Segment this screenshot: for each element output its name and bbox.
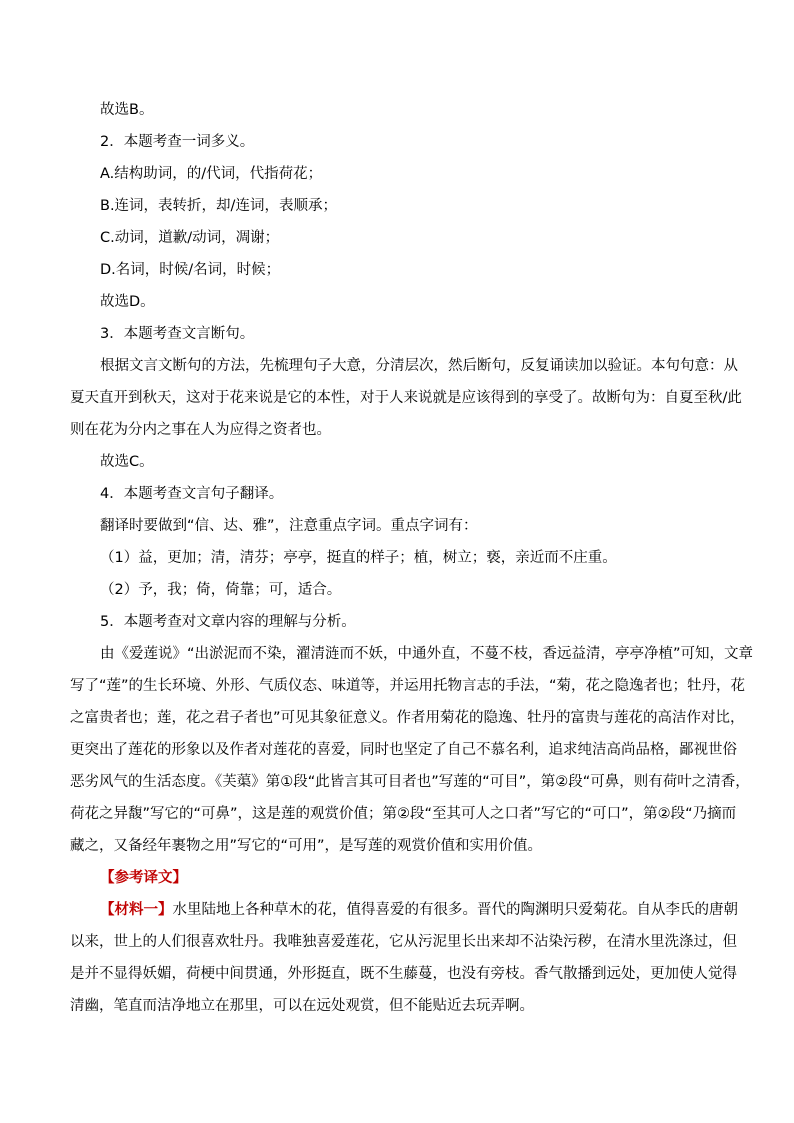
answer-line: 故选B。 [100,102,154,118]
material-line: 以来，世上的人们很喜欢牡丹。我唯独喜爱莲花，它从污泥里长出来却不沾染污秽，在清水里洗涤过，但 [70,934,737,950]
question-heading: 2．本题考查一词多义。 [100,134,255,150]
option-line: C.动词，道歉/动词，凋谢； [100,230,280,246]
paragraph-line: 更突出了莲花的形象以及作者对莲花的喜爱，同时也坚定了自己不慕名利，追求纯洁高尚品格，鄙视世俗 [70,742,737,758]
reference-translation-heading: 【参考译文】 [100,870,187,886]
paragraph-line: 恶劣风气的生活态度。《芙蕖》第①段“此皆言其可目者也”写莲的“可目”，第②段“可鼻，则有荷叶之清香， [70,774,750,790]
material-line: 是并不显得妖媚，荷梗中间贯通，外形挺直，既不生藤蔓，也没有旁枝。香气散播到远处，更加使人觉得 [70,966,737,982]
paragraph-line: 藏之，又备经年裹物之用”写它的“可用”，是写莲的观赏价值和实用价值。 [70,838,543,854]
paragraph-line: （1）益，更加；清，清芬；亭亭，挺直的样子；植，树立；亵，亲近而不庄重。 [100,550,617,566]
paragraph-line: 之富贵者也；莲，花之君子者也”可见其象征意义。作者用菊花的隐逸、牡丹的富贵与莲花的高洁作对比， [70,710,745,726]
material-first-line [100,900,738,920]
answer-line: 故选D。 [100,294,155,310]
answer-line: 故选C。 [100,454,154,470]
paragraph-line: （2）予，我；倚，倚靠；可，适合。 [100,582,342,598]
paragraph-line: 由《爱莲说》“出淤泥而不染，濯清涟而不妖，中通外直，不蔓不枝，香远益清，亭亭净植”可知，文章 [100,646,754,662]
option-line: D.名词，时候/名词，时候； [100,262,281,278]
paragraph-line: 则在花为分内之事在人为应得之资者也。 [70,422,331,438]
paragraph-line: 翻译时要做到“信、达、雅”，注意重点字词。重点字词有： [100,518,478,534]
material-text: 水里陆地上各种草木的花，值得喜爱的有很多。晋代的陶渊明只爱菊花。自从李氏的唐朝 [172,902,738,918]
question-heading: 5．本题考查对文章内容的理解与分析。 [100,614,356,630]
option-line: B.连词，表转折，却/连词，表顺承； [100,198,337,214]
question-heading: 4．本题考查文言句子翻译。 [100,486,284,502]
paragraph-line: 夏天直开到秋天，这对于花来说是它的本性，对于人来说就是应该得到的享受了。故断句为：自夏至秋/此 [70,390,742,406]
paragraph-line: 根据文言文断句的方法，先梳理句子大意，分清层次，然后断句，反复诵读加以验证。本句句意：从 [100,358,738,374]
paragraph-line: 写了“莲”的生长环境、外形、气质仪态、味道等，并运用托物言志的手法，“菊，花之隐逸者也；牡丹，花 [70,678,746,694]
question-heading: 3．本题考查文言断句。 [100,326,255,342]
material-line: 清幽，笔直而洁净地立在那里，可以在远处观赏，但不能贴近去玩弄啊。 [70,998,534,1014]
option-line: A.结构助词，的/代词，代指荷花； [100,166,323,182]
material-label: 【材料一】 [100,902,173,918]
paragraph-line: 荷花之异馥”写它的“可鼻”，这是莲的观赏价值；第②段“至其可人之口者”写它的“可口”，第②段“乃摘而 [70,806,737,822]
